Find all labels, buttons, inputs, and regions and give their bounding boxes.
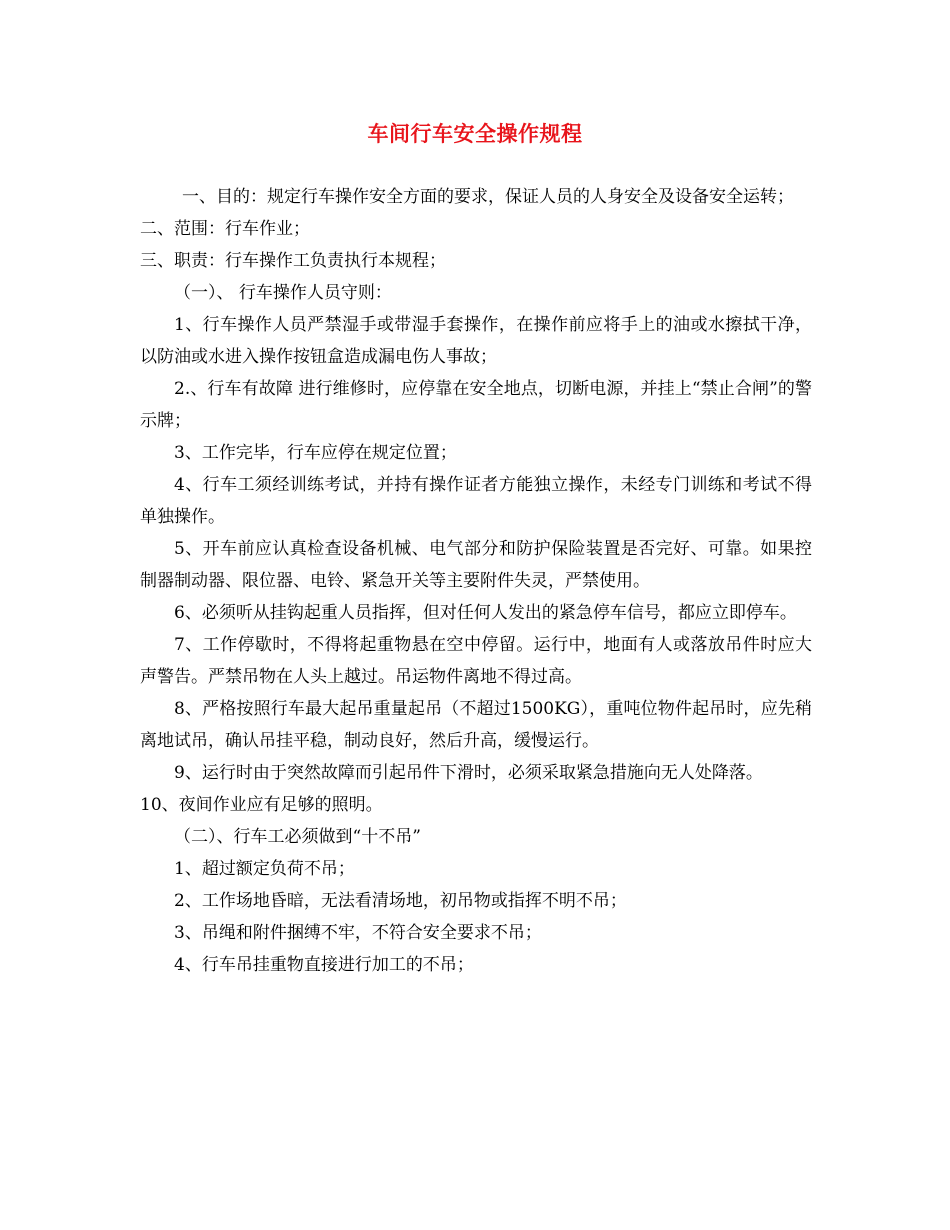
rule-item-2: 2.、行车有故障 进行维修时，应停靠在安全地点，切断电源，并挂上“禁止合闸”的警示牌； [140, 379, 812, 431]
rule-item-4: 4、行车工须经训练考试，并持有操作证者方能独立操作，未经专门训练和考试不得单独操作。 [140, 475, 812, 527]
section-heading-ten-no-lift: （二）、行车工必须做到“十不吊” [174, 827, 421, 847]
document-body [140, 181, 812, 981]
paragraph-purpose: 一、目的：规定行车操作安全方面的要求，保证人员的人身安全及设备安全运转； [182, 187, 794, 207]
rule-item-5: 5、开车前应认真检查设备机械、电气部分和防护保险装置是否完好、可靠。如果控制器制动器、限位器、电铃、紧急开关等主要附件失灵，严禁使用。 [140, 539, 812, 591]
rule-item-3: 3、工作完毕，行车应停在规定位置； [174, 443, 457, 463]
paragraph-scope: 二、范围：行车作业； [140, 219, 310, 239]
rule-item-8: 8、严格按照行车最大起吊重量起吊（不超过1500KG），重吨位物件起吊时，应先稍离地试吊，确认吊挂平稳，制动良好，然后升高，缓慢运行。 [140, 699, 812, 751]
no-lift-item-3: 3、吊绳和附件捆缚不牢，不符合安全要求不吊； [174, 923, 542, 943]
no-lift-item-4: 4、行车吊挂重物直接进行加工的不吊； [174, 955, 474, 975]
rule-item-9: 9、运行时由于突然故障而引起吊件下滑时，必须采取紧急措施向无人处降落。 [174, 763, 763, 783]
rule-item-7: 7、工作停歇时，不得将起重物悬在空中停留。运行中，地面有人或落放吊件时应大声警告。严禁吊物在人头上越过。吊运物件离地不得过高。 [140, 635, 812, 687]
rule-item-1: 1、行车操作人员严禁湿手或带湿手套操作，在操作前应将手上的油或水擦拭干净，以防油或水进入操作按钮盒造成漏电伤人事故； [140, 315, 812, 367]
rule-item-10: 10、夜间作业应有足够的照明。 [140, 795, 383, 815]
rule-item-6: 6、必须听从挂钩起重人员指挥，但对任何人发出的紧急停车信号，都应立即停车。 [174, 603, 797, 623]
paragraph-responsibility: 三、职责：行车操作工负责执行本规程； [140, 251, 446, 271]
document-title: 车间行车安全操作规程 [367, 122, 583, 146]
section-heading-operator-rules: （一）、 行车操作人员守则： [174, 283, 392, 303]
no-lift-item-1: 1、超过额定负荷不吊； [174, 859, 355, 879]
no-lift-item-2: 2、工作场地昏暗，无法看清场地，初吊物或指挥不明不吊； [174, 891, 627, 911]
